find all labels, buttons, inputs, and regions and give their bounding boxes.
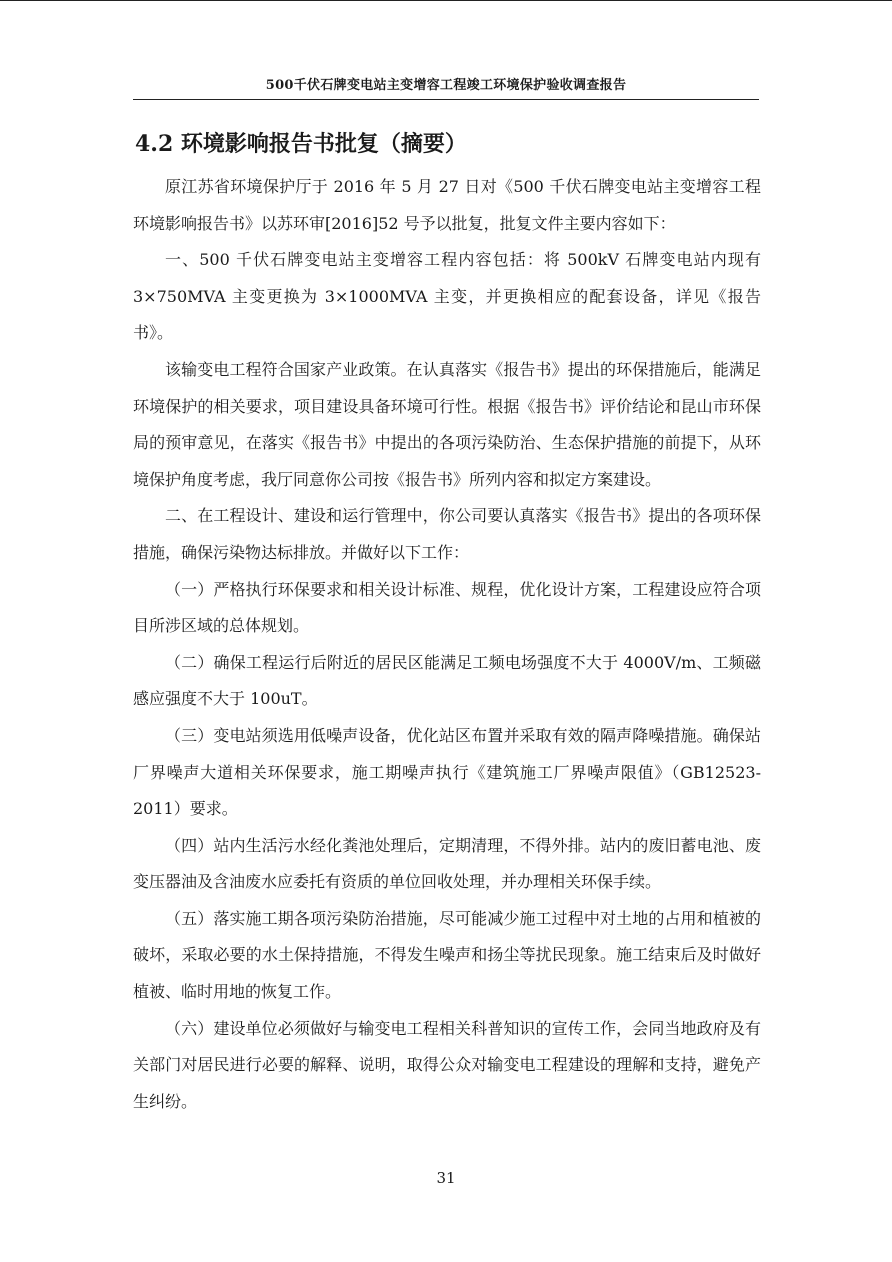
section-title: 4.2 环境影响报告书批复（摘要） xyxy=(135,131,467,157)
page-number: 31 xyxy=(436,1169,456,1187)
paragraph-sub-2: （二）确保工程运行后附近的居民区能满足工频电场强度不大于 4000V/m、工频磁感应强度不大于 100uT。 xyxy=(133,652,761,709)
paragraph-sub-3: （三）变电站须选用低噪声设备，优化站区布置并采取有效的隔声降噪措施。确保站厂界噪声大道相关环保要求，施工期噪声执行《建筑施工厂界噪声限值》（GB12523-2011）要求。 xyxy=(133,725,761,819)
paragraph-sub-6: （六）建设单位必须做好与输变电工程相关科普知识的宣传工作，会同当地政府及有关部门对居民进行必要的解释、说明，取得公众对输变电工程建设的理解和支持，避免产生纠纷。 xyxy=(133,1018,761,1111)
paragraph-sub-1: （一）严格执行环保要求和相关设计标准、规程，优化设计方案，工程建设应符合项目所涉区域的总体规划。 xyxy=(133,579,761,636)
paragraph-policy: 该输变电工程符合国家产业政策。在认真落实《报告书》提出的环保措施后，能满足环境保护的相关要求，项目建设具备环境可行性。根据《报告书》评价结论和昆山市环保局的预审意见，在落实《报告书》中提出的各项污染防治、生态保护措施的前提下，从环境保护角度考虑，我厅同意你公司按《报告书》所列内容和拟定方案建设。 xyxy=(133,359,761,489)
paragraph-sub-4: （四）站内生活污水经化粪池处理后，定期清理，不得外排。站内的废旧蓄电池、废变压器油及含油废水应委托有资质的单位回收处理，并办理相关环保手续。 xyxy=(133,835,761,892)
paragraph-sub-5: （五）落实施工期各项污染防治措施，尽可能减少施工过程中对土地的占用和植被的破坏，采取必要的水土保持措施，不得发生噪声和扬尘等扰民现象。施工结束后及时做好植被、临时用地的恢复工作。 xyxy=(133,908,761,1002)
body-text xyxy=(133,169,761,1120)
paragraph-item-2: 二、在工程设计、建设和运行管理中，你公司要认真落实《报告书》提出的各项环保措施，确保污染物达标排放。并做好以下工作： xyxy=(133,506,761,562)
paragraph-intro: 原江苏省环境保护厅于 2016 年 5 月 27 日对《500 千伏石牌变电站主变增容工程环境影响报告书》以苏环审[2016]52 号予以批复，批复文件主要内容如下： xyxy=(133,177,761,233)
page-top-border xyxy=(0,0,892,1)
paragraph-item-1: 一、500 千伏石牌变电站主变增容工程内容包括：将 500kV 石牌变电站内现有 3×750MVA 主变更换为 3×1000MVA 主变，并更换相应的配套设备，详见《报告书》。 xyxy=(133,250,761,343)
running-header: 500千伏石牌变电站主变增容工程竣工环境保护验收调查报告 xyxy=(265,78,627,93)
header-rule xyxy=(133,99,759,100)
